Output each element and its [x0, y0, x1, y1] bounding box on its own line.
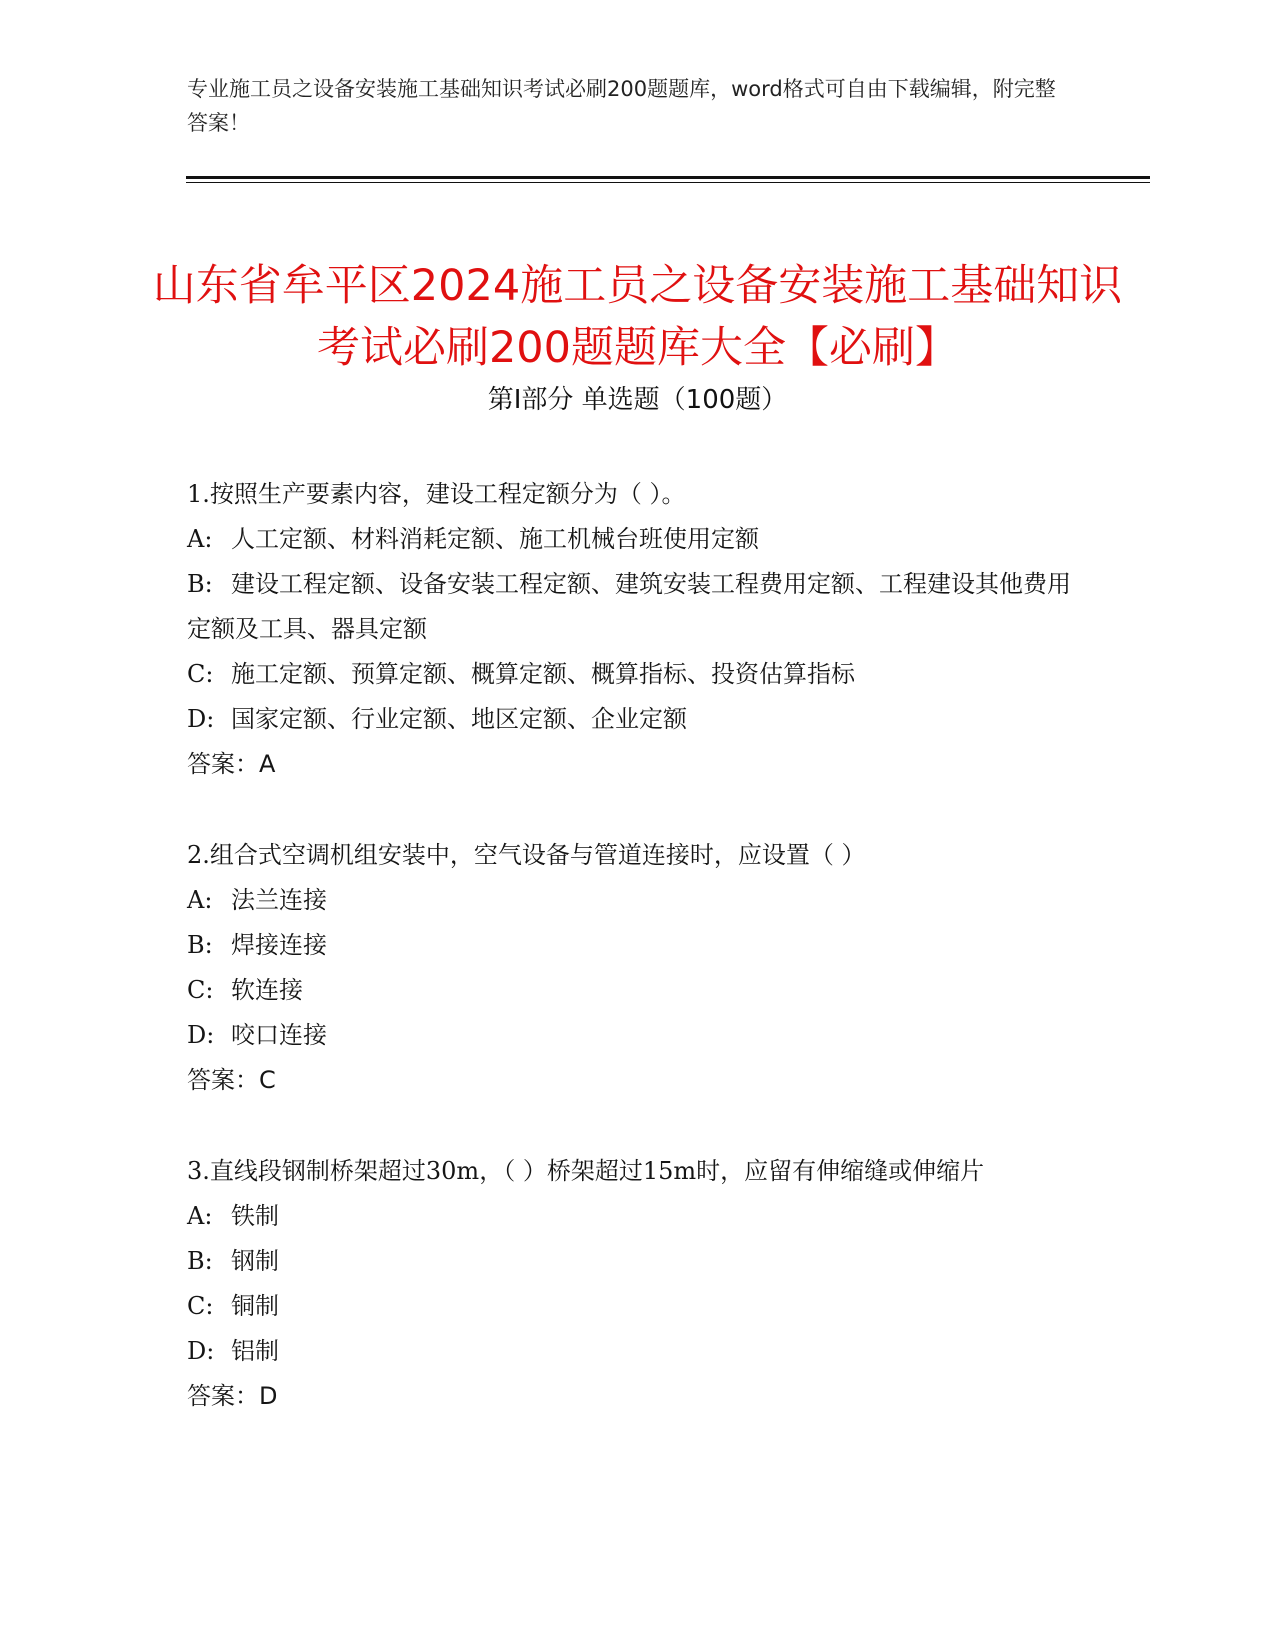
option-letter: B: — [187, 931, 213, 959]
option-a — [187, 517, 1087, 562]
question-list — [187, 472, 1087, 1465]
option-letter: B: — [187, 1247, 213, 1275]
option-text: 咬口连接 — [231, 1021, 327, 1049]
option-letter: C: — [187, 1292, 214, 1320]
option-text: 铝制 — [231, 1337, 279, 1365]
option-text: 法兰连接 — [231, 886, 327, 914]
option-d — [187, 1013, 1087, 1058]
option-text: 国家定额、行业定额、地区定额、企业定额 — [231, 705, 687, 733]
option-letter: A: — [187, 886, 213, 914]
option-letter: C: — [187, 976, 214, 1004]
answer: 答案：D — [187, 1382, 278, 1410]
option-text: 铁制 — [231, 1202, 279, 1230]
question-stem: 2.组合式空调机组安装中，空气设备与管道连接时，应设置（ ） — [187, 841, 866, 869]
option-d — [187, 1329, 1087, 1374]
answer: 答案：C — [187, 1066, 276, 1094]
option-c — [187, 1284, 1087, 1329]
option-d — [187, 697, 1087, 742]
option-text: 建设工程定额、设备安装工程定额、建筑安装工程费用定额、工程建设其他费用定额及工具、器具定额 — [187, 570, 1071, 643]
header-rule-thick — [186, 176, 1150, 179]
option-b — [187, 923, 1087, 968]
option-text: 钢制 — [231, 1247, 279, 1275]
option-b — [187, 562, 1087, 652]
question-1 — [187, 472, 1087, 787]
question-stem: 3.直线段钢制桥架超过30m，（ ）桥架超过15m时，应留有伸缩缝或伸缩片 — [187, 1157, 985, 1185]
header-rule-thin — [186, 182, 1150, 183]
document-title: 山东省牟平区2024施工员之设备安装施工基础知识考试必刷200题题库大全【必刷】 — [152, 260, 1123, 373]
option-letter: A: — [187, 1202, 213, 1230]
option-text: 施工定额、预算定额、概算定额、概算指标、投资估算指标 — [231, 660, 855, 688]
question-2 — [187, 833, 1087, 1103]
option-letter: D: — [187, 1337, 215, 1365]
section-heading: 第I部分 单选题（100题） — [487, 385, 788, 415]
option-c — [187, 652, 1087, 697]
option-a — [187, 1194, 1087, 1239]
option-letter: D: — [187, 705, 215, 733]
option-c — [187, 968, 1087, 1013]
option-letter: D: — [187, 1021, 215, 1049]
header-note: 专业施工员之设备安装施工基础知识考试必刷200题题库，word格式可自由下载编辑，附完整答案！ — [187, 77, 1056, 135]
option-letter: C: — [187, 660, 214, 688]
option-a — [187, 878, 1087, 923]
answer: 答案：A — [187, 750, 276, 778]
option-text: 焊接连接 — [231, 931, 327, 959]
option-letter: A: — [187, 525, 213, 553]
question-3 — [187, 1149, 1087, 1419]
option-text: 软连接 — [231, 976, 303, 1004]
question-stem: 1.按照生产要素内容，建设工程定额分为（ ）。 — [187, 480, 686, 508]
option-text: 铜制 — [231, 1292, 279, 1320]
option-b — [187, 1239, 1087, 1284]
option-letter: B: — [187, 570, 213, 598]
option-text: 人工定额、材料消耗定额、施工机械台班使用定额 — [231, 525, 759, 553]
